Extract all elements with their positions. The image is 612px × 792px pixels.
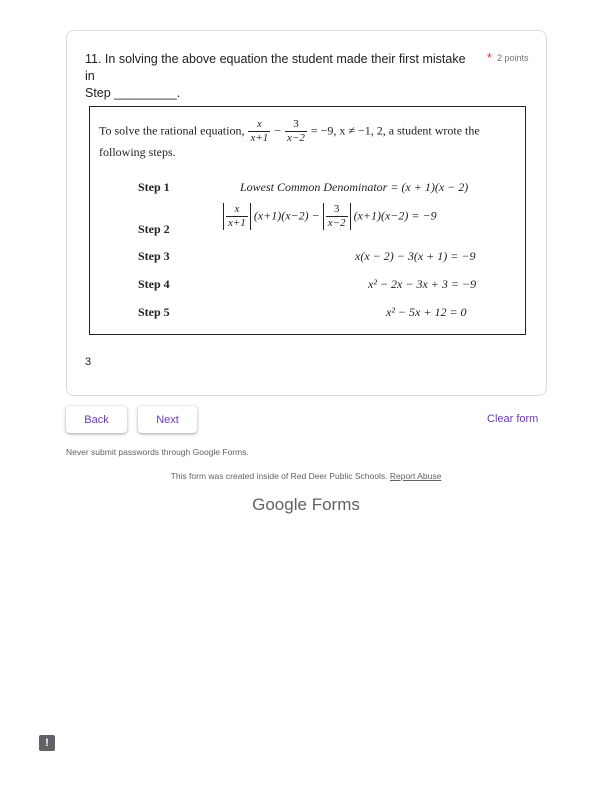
step-3-expr: x(x − 2) − 3(x + 1) = −9 [355,249,476,263]
step-3-label: Step 3 [138,249,170,263]
step-2-expr: $\frac{x}{x+1}$ (x+1)(x−2) − $\frac{3}{x-2}$ (x+1)(x−2) = −9 [223,203,437,230]
step-5-label: Step 5 [138,305,170,319]
points-label: 2 points [497,53,529,63]
step-4-expr: x² − 2x − 3x + 3 = −9 [368,277,477,291]
question-card [66,30,547,396]
problem-image [89,106,526,335]
report-issue-icon[interactable]: ! [39,735,55,751]
answer-value[interactable]: 3 [85,356,92,368]
step-2-label: Step 2 [138,222,170,236]
google-forms-logo[interactable]: Google Forms [252,495,360,514]
problem-intro: To solve the rational equation, $\frac{x}{x+1}$ − $\frac{3}{x-2}$ = −9, x ≠ −1, 2, a student wrote the following steps. [99,118,480,159]
step-4-label: Step 4 [138,277,170,291]
step-5-expr: x² − 5x + 12 = 0 [386,305,467,319]
password-warning: Never submit passwords through Google Forms. [66,447,249,457]
report-abuse-link[interactable]: Report Abuse [389,471,442,481]
question-text: 11. In solving the above equation the student made their first mistake in [85,52,466,83]
required-asterisk: * [487,51,492,65]
step-1-expr: Lowest Common Denominator = (x + 1)(x − 2) [240,180,469,194]
question-title [85,51,475,102]
fraction-x-over-x-plus-1: $\frac{x}{x+1}$ [250,118,269,144]
back-button[interactable]: Back [66,406,127,433]
created-notice: This form was created inside of Red Deer Public Schools. Report Abuse [170,471,442,481]
step-1-label: Step 1 [138,180,170,194]
next-button[interactable]: Next [138,406,197,433]
clear-form-button[interactable]: Clear form [487,413,539,425]
fraction-3-over-x-minus-2: $\frac{3}{x-2}$ [287,118,305,144]
question-blank: Step _________. [85,86,181,100]
